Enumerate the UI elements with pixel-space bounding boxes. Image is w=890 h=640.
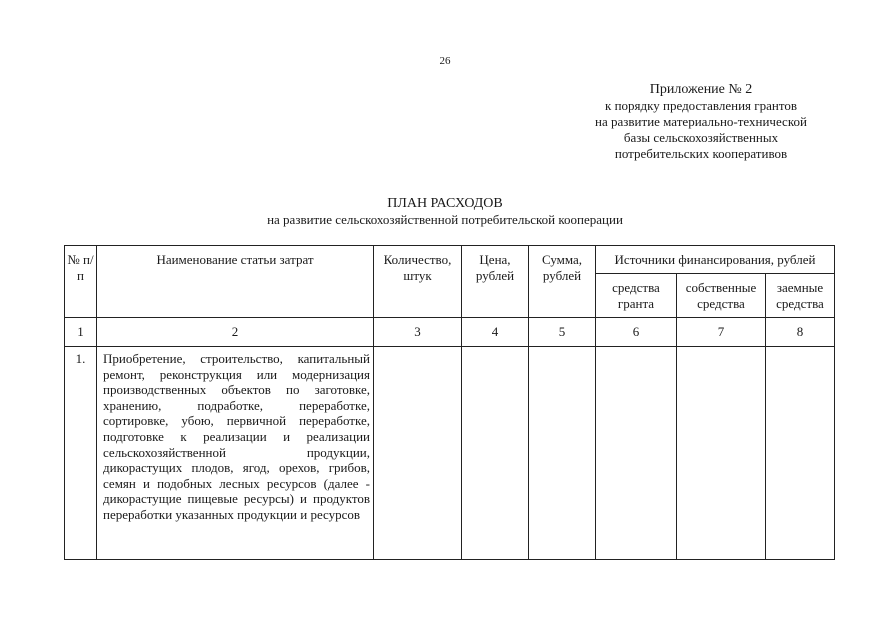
header-sum: Сумма, рублей	[529, 246, 596, 318]
appendix-line: потребительских кооперативов	[614, 146, 788, 161]
column-number: 8	[766, 318, 835, 347]
appendix-title: Приложение № 2	[649, 82, 753, 97]
table-row	[65, 347, 835, 560]
column-number: 4	[462, 318, 529, 347]
quantity-cell	[374, 347, 462, 560]
expense-plan-table	[64, 245, 835, 560]
header-borrowed-funds: заемные средства	[766, 274, 835, 318]
header-num: № п/п	[65, 246, 97, 318]
own-funds-cell	[677, 347, 766, 560]
appendix-header	[560, 81, 842, 162]
price-cell	[462, 347, 529, 560]
header-grant-funds: средства гранта	[596, 274, 677, 318]
header-quantity: Количество, штук	[374, 246, 462, 318]
column-number: 6	[596, 318, 677, 347]
appendix-line: к порядку предоставления грантов	[605, 98, 797, 113]
row-number: 1.	[65, 347, 97, 560]
column-number: 1	[65, 318, 97, 347]
sum-cell	[529, 347, 596, 560]
appendix-line: на развитие материально-технической	[595, 114, 807, 129]
header-name: Наименование статьи затрат	[97, 246, 374, 318]
document-subtitle: на развитие сельскохозяйственной потребительской кооперации	[267, 212, 623, 227]
column-number: 5	[529, 318, 596, 347]
header-funding-sources: Источники финансирования, рублей	[596, 246, 835, 274]
expense-item-name: Приобретение, строительство, капитальный ремонт, реконструкция или модернизация производственных объектов по заготовке, хранению, подработке, переработке, сортировке, убою, первичной переработке, подготовке к реализации и реализации сельскохозяйственной продукции, дикорастущих плодов, ягод, орехов, грибов, семян и подобных лесных ресурсов (далее - дикорастущие пищевые ресурсы) и продуктов переработки указанных продукции и ресурсов	[97, 347, 374, 560]
header-own-funds: собственные средства	[677, 274, 766, 318]
borrowed-funds-cell	[766, 347, 835, 560]
appendix-line: базы сельскохозяйственных	[623, 130, 779, 145]
page-number: 26	[439, 55, 451, 67]
document-title: ПЛАН РАСХОДОВ	[387, 196, 503, 211]
column-number: 3	[374, 318, 462, 347]
column-number: 2	[97, 318, 374, 347]
column-number: 7	[677, 318, 766, 347]
header-price: Цена, рублей	[462, 246, 529, 318]
grant-funds-cell	[596, 347, 677, 560]
